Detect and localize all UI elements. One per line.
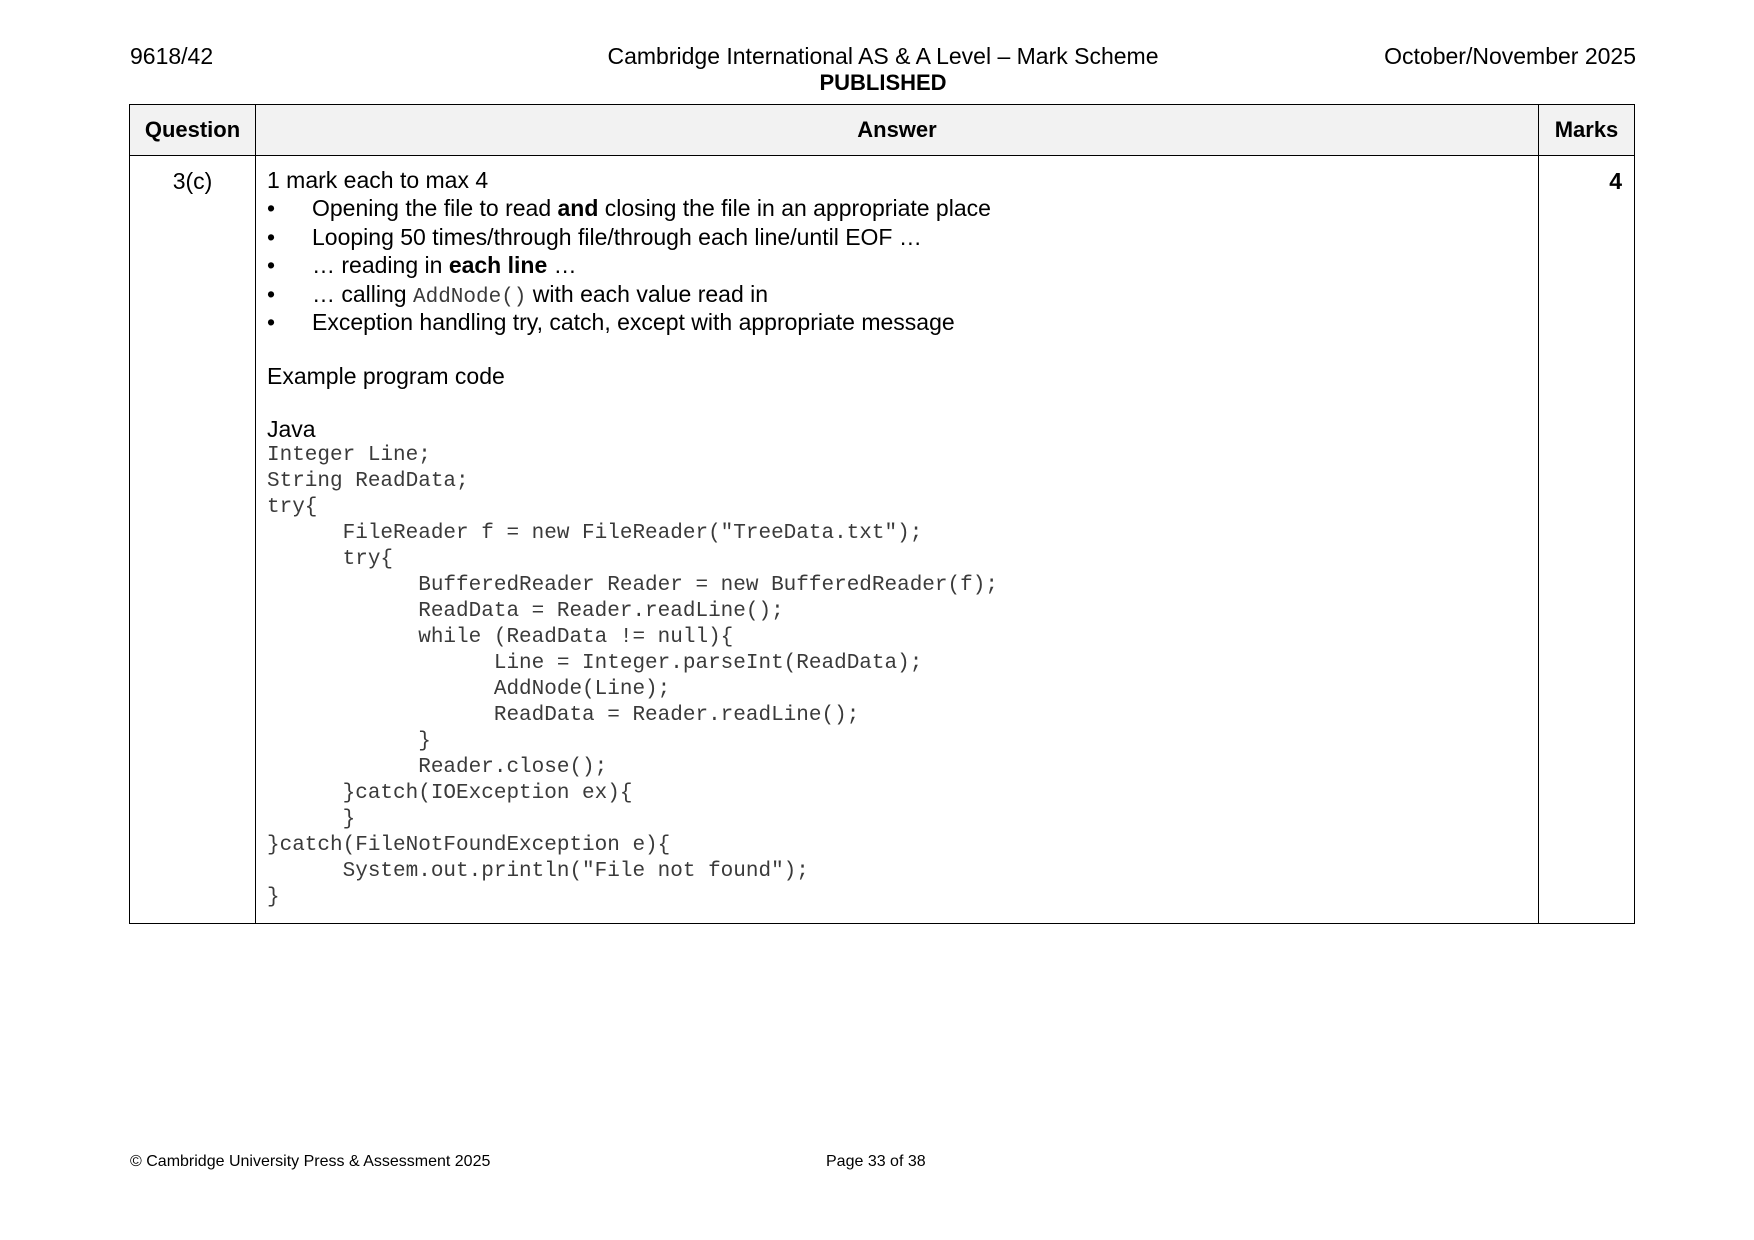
marks-header: Marks xyxy=(1539,105,1635,156)
bullet-icon: • xyxy=(267,309,276,335)
question-header: Question xyxy=(130,105,256,156)
list-item: • Looping 50 times/through file/through each line/until EOF … xyxy=(267,223,922,250)
list-item: • Opening the file to read and closing the file in an appropriate place xyxy=(267,195,991,221)
document-title: Cambridge International AS & A Level – Mark Scheme xyxy=(607,43,1159,69)
marks-value: 4 xyxy=(1539,156,1635,924)
bullet-icon: • xyxy=(267,223,276,250)
exam-session: October/November 2025 xyxy=(1384,43,1636,69)
example-label: Example program code xyxy=(267,362,505,389)
list-item: • Exception handling try, catch, except with appropriate message xyxy=(267,309,955,335)
list-item: • … reading in each line … xyxy=(267,252,577,278)
published-label: PUBLISHED xyxy=(819,70,947,95)
mark-allocation: 1 mark each to max 4 xyxy=(267,167,489,193)
copyright: © Cambridge University Press & Assessment 2025 xyxy=(130,1153,491,1170)
inline-code: AddNode() xyxy=(412,285,527,309)
answer-header: Answer xyxy=(256,105,1539,156)
table-row xyxy=(130,156,1635,924)
question-number: 3(c) xyxy=(130,156,256,924)
bullet-icon: • xyxy=(267,195,276,221)
marking-points xyxy=(267,194,1526,337)
paper-code: 9618/42 xyxy=(130,43,214,69)
bullet-icon: • xyxy=(267,252,276,278)
code-block: Integer Line; String ReadData; try{ FileReader f = new FileReader("TreeData.txt"); try{ BufferedReader Reader = new BufferedReader(f); ReadData = Reader.readLine(); while (ReadData != null){ Line = Integer.parseInt(ReadData); AddNode(Line); ReadData = Reader.readLine(); } Reader.close(); }catch(IOException ex){ } }catch(FileNotFoundException e){ System.out.println("File not found"); } xyxy=(267,443,998,909)
language-label: Java xyxy=(267,415,316,442)
mark-scheme-table xyxy=(129,104,1635,924)
answer-cell xyxy=(256,156,1539,924)
table-header-row xyxy=(130,105,1635,156)
bullet-icon: • xyxy=(267,280,276,307)
list-item: • … calling AddNode() with each value read in xyxy=(267,280,769,309)
page-number: Page 33 of 38 xyxy=(826,1153,926,1170)
